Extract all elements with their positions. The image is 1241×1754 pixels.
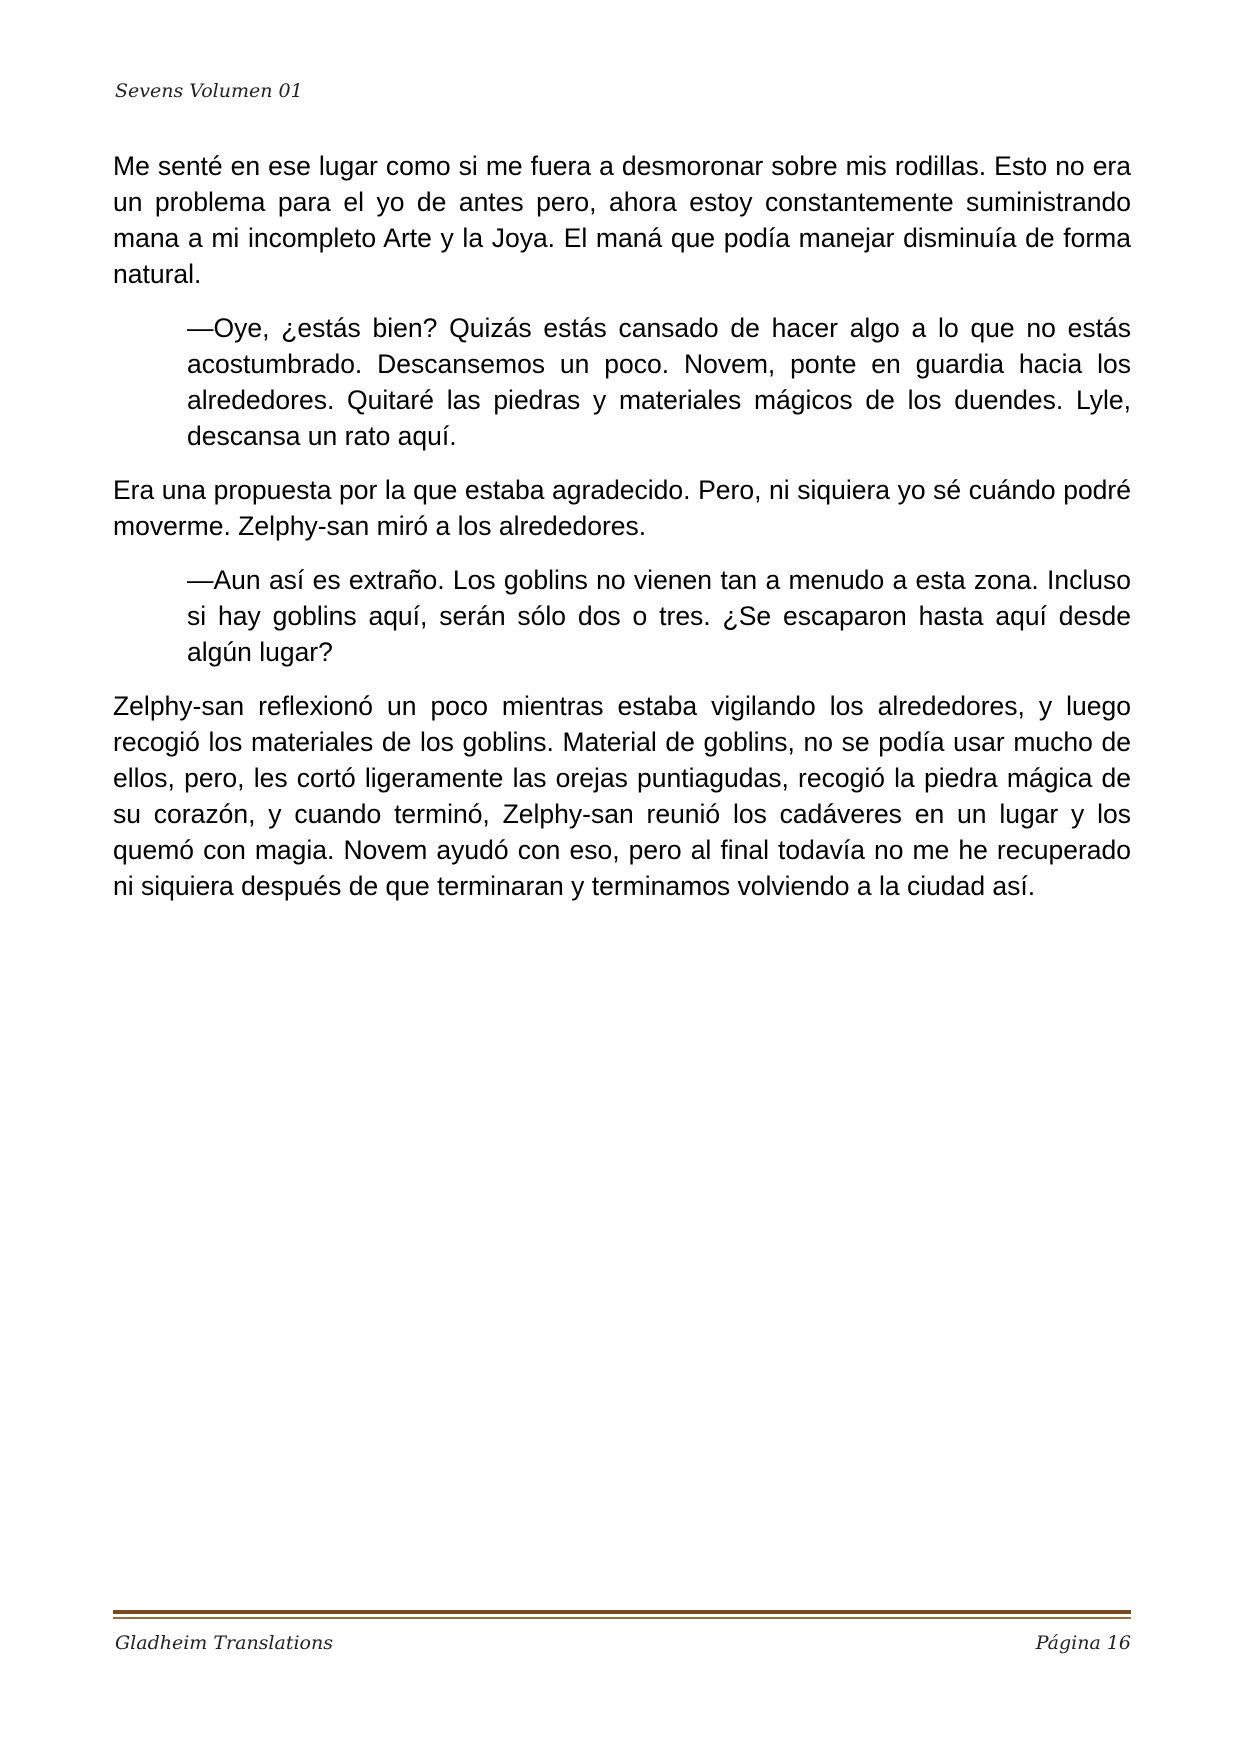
footer-divider <box>113 1610 1131 1619</box>
paragraph: Zelphy-san reflexionó un poco mientras estaba vigilando los alrededores, y luego recogió los materiales de los goblins. Material de goblins, no se podía usar mucho de ellos, pero, les cortó ligeramente las orejas puntiagudas, recogió la piedra mágica de su corazón, y cuando terminó, Zelphy-san reunió los cadáveres en un lugar y los quemó con magia. Novem ayudó con eso, pero al final todavía no me he recuperado ni siquiera después de que terminaran y terminamos volviendo a la ciudad así. <box>113 691 1131 901</box>
running-header: Sevens Volumen 01 <box>115 80 303 102</box>
footer-page-number: Página 16 <box>1035 1632 1131 1654</box>
paragraph: Era una propuesta por la que estaba agradecido. Pero, ni siquiera yo sé cuándo podré moverme. Zelphy-san miró a los alrededores. <box>113 475 1131 541</box>
dialogue-paragraph: —Oye, ¿estás bien? Quizás estás cansado de hacer algo a lo que no estás acostumbrado. Descansemos un poco. Novem, ponte en guardia hacia los alrededores. Quitaré las piedras y materiales mágicos de los duendes. Lyle, descansa un rato aquí. <box>187 313 1131 451</box>
paragraph: Me senté en ese lugar como si me fuera a desmoronar sobre mis rodillas. Esto no era un problema para el yo de antes pero, ahora estoy constantemente suministrando mana a mi incompleto Arte y la Joya. El maná que podía manejar disminuía de forma natural. <box>113 151 1131 289</box>
dialogue-paragraph: —Aun así es extraño. Los goblins no vienen tan a menudo a esta zona. Incluso si hay goblins aquí, serán sólo dos o tres. ¿Se escaparon hasta aquí desde algún lugar? <box>187 565 1131 667</box>
body-text <box>113 148 1131 922</box>
footer-divider-thick <box>113 1610 1131 1614</box>
footer-divider-thin <box>113 1617 1131 1619</box>
footer-publisher: Gladheim Translations <box>115 1632 333 1654</box>
